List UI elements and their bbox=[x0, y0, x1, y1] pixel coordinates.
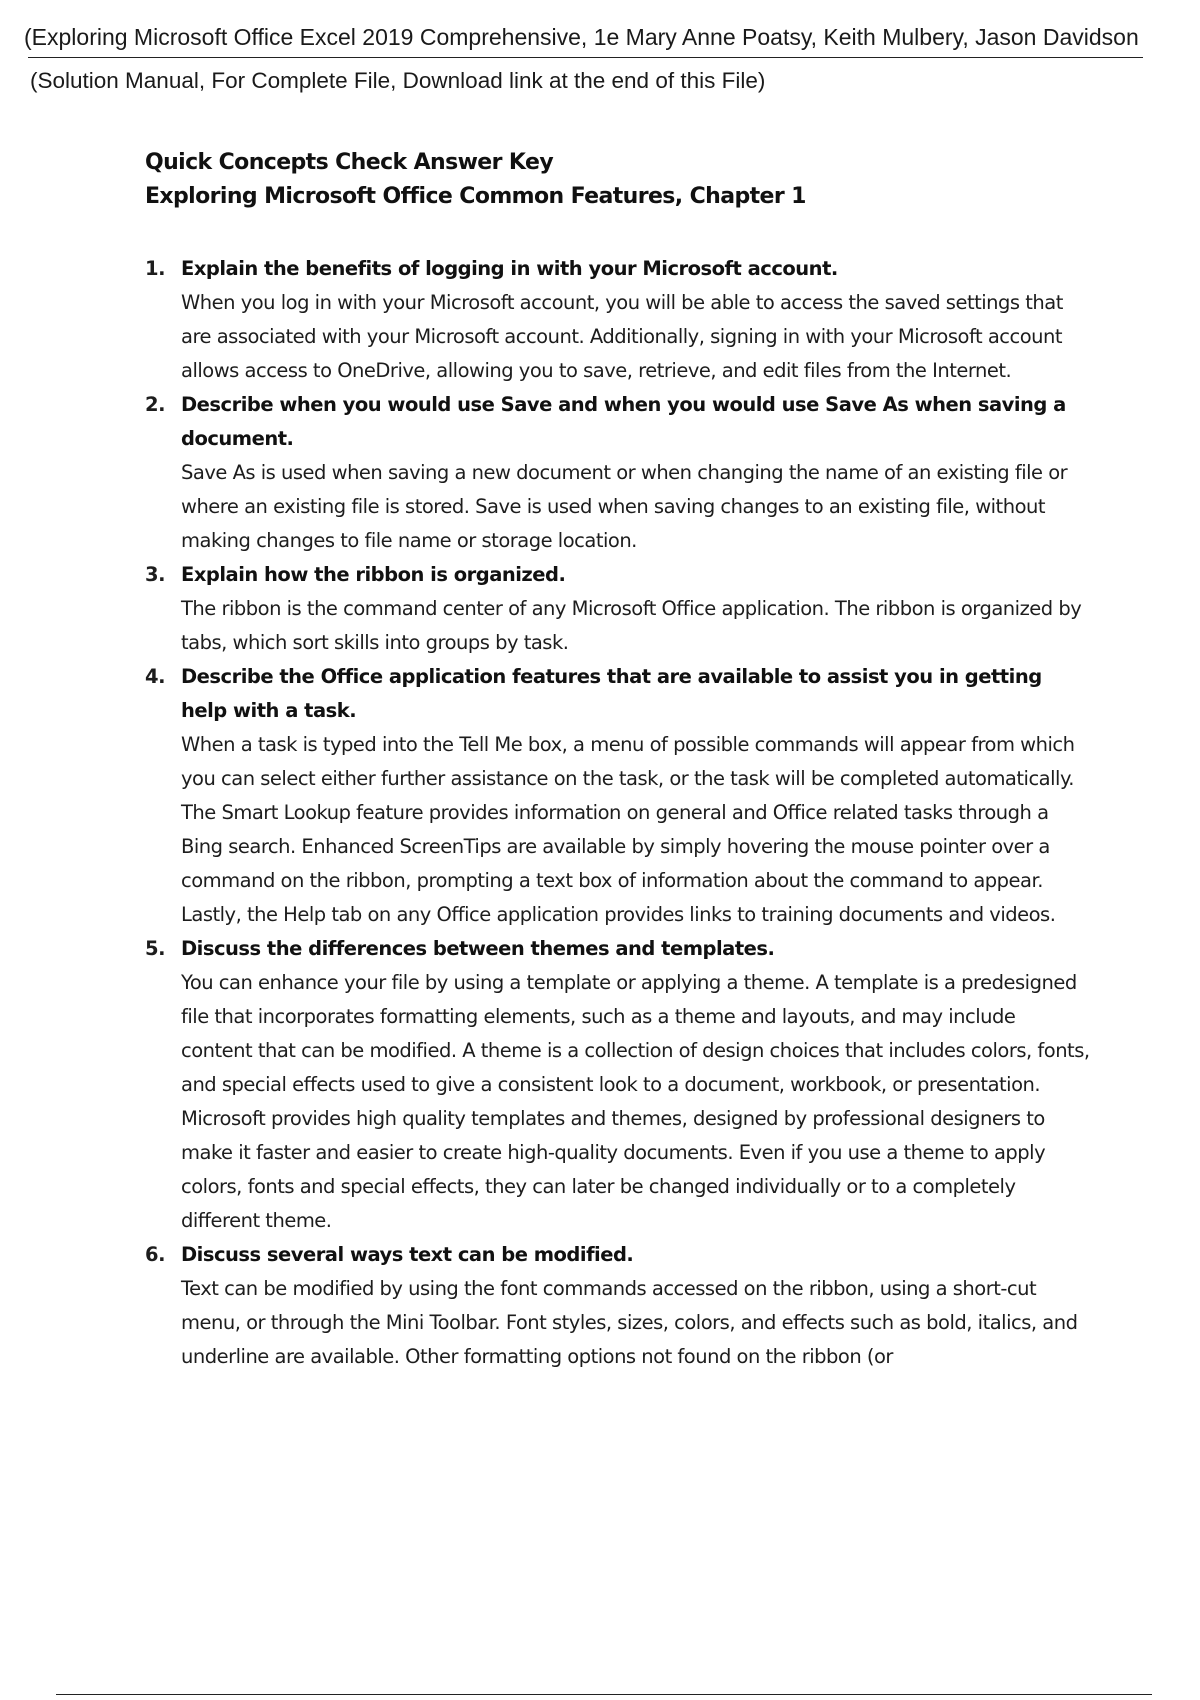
answer-text: Text can be modified by using the font commands accessed on the ribbon, using a short-cut menu, or through the Mini Toolbar. Font styles, sizes, colors, and effects such as bold, italics, and underline are available. Other formatting options not found on the ribbon (or bbox=[181, 1277, 1078, 1368]
answer-text: When a task is typed into the Tell Me box, a menu of possible commands will appear from which you can select either further assistance on the task, or the task will be completed automatically. The Smart Lookup feature provides information on general and Office related tasks through a Bing search. Enhanced ScreenTips are available by simply hovering the mouse pointer over a command on the ribbon, prompting a text box of information about the command to appear. Lastly, the Help tab on any Office application provides links to training documents and videos. bbox=[181, 733, 1075, 926]
question-text: Discuss the differences between themes and templates. bbox=[181, 937, 775, 960]
question-list bbox=[145, 252, 1090, 1374]
question-number: 2. bbox=[145, 393, 165, 416]
question-text: Describe when you would use Save and when you would use Save As when saving a document. bbox=[181, 393, 1066, 450]
answer-text: You can enhance your file by using a template or applying a theme. A template is a predesigned file that incorporates formatting elements, such as a theme and layouts, and may include content that can be modified. A theme is a collection of design choices that includes colors, fonts, and special effects used to give a consistent look to a document, workbook, or presentation. Microsoft provides high quality templates and themes, designed by professional designers to make it faster and easier to create high-quality documents. Even if you use a theme to apply colors, fonts and special effects, they can later be changed individually or to a completely different theme. bbox=[181, 971, 1090, 1232]
question-text: Describe the Office application features that are available to assist you in getting help with a task. bbox=[181, 665, 1042, 722]
question-text: Explain the benefits of logging in with your Microsoft account. bbox=[181, 257, 838, 280]
question-number: 3. bbox=[145, 563, 165, 586]
answer-text: The ribbon is the command center of any Microsoft Office application. The ribbon is organized by tabs, which sort skills into groups by task. bbox=[181, 597, 1082, 654]
list-item bbox=[145, 1238, 1090, 1374]
question-number: 1. bbox=[145, 257, 165, 280]
heading-line-1: Quick Concepts Check Answer Key bbox=[145, 150, 554, 175]
list-item bbox=[145, 558, 1090, 660]
footer-divider bbox=[56, 1694, 1152, 1695]
page-title bbox=[145, 146, 1145, 214]
question-text: Discuss several ways text can be modified. bbox=[181, 1243, 634, 1266]
question-number: 4. bbox=[145, 665, 165, 688]
heading-line-2: Exploring Microsoft Office Common Features, Chapter 1 bbox=[145, 184, 806, 209]
answer-text: Save As is used when saving a new document or when changing the name of an existing file or where an existing file is stored. Save is used when saving changes to an existing file, without making changes to file name or storage location. bbox=[181, 461, 1068, 552]
question-number: 6. bbox=[145, 1243, 165, 1266]
list-item bbox=[145, 932, 1090, 1238]
question-text: Explain how the ribbon is organized. bbox=[181, 563, 566, 586]
answer-text: When you log in with your Microsoft account, you will be able to access the saved settings that are associated with your Microsoft account. Additionally, signing in with your Microsoft account allows access to OneDrive, allowing you to save, retrieve, and edit files from the Internet. bbox=[181, 291, 1063, 382]
list-item bbox=[145, 388, 1090, 558]
document-header-subtitle: (Solution Manual, For Complete File, Download link at the end of this File) bbox=[30, 68, 766, 93]
list-item bbox=[145, 660, 1090, 932]
list-item bbox=[145, 252, 1090, 388]
question-number: 5. bbox=[145, 937, 165, 960]
document-header-title: (Exploring Microsoft Office Excel 2019 Comprehensive, 1e Mary Anne Poatsy, Keith Mulbery, Jason Davidson bbox=[24, 24, 1139, 50]
header-divider bbox=[28, 57, 1143, 58]
